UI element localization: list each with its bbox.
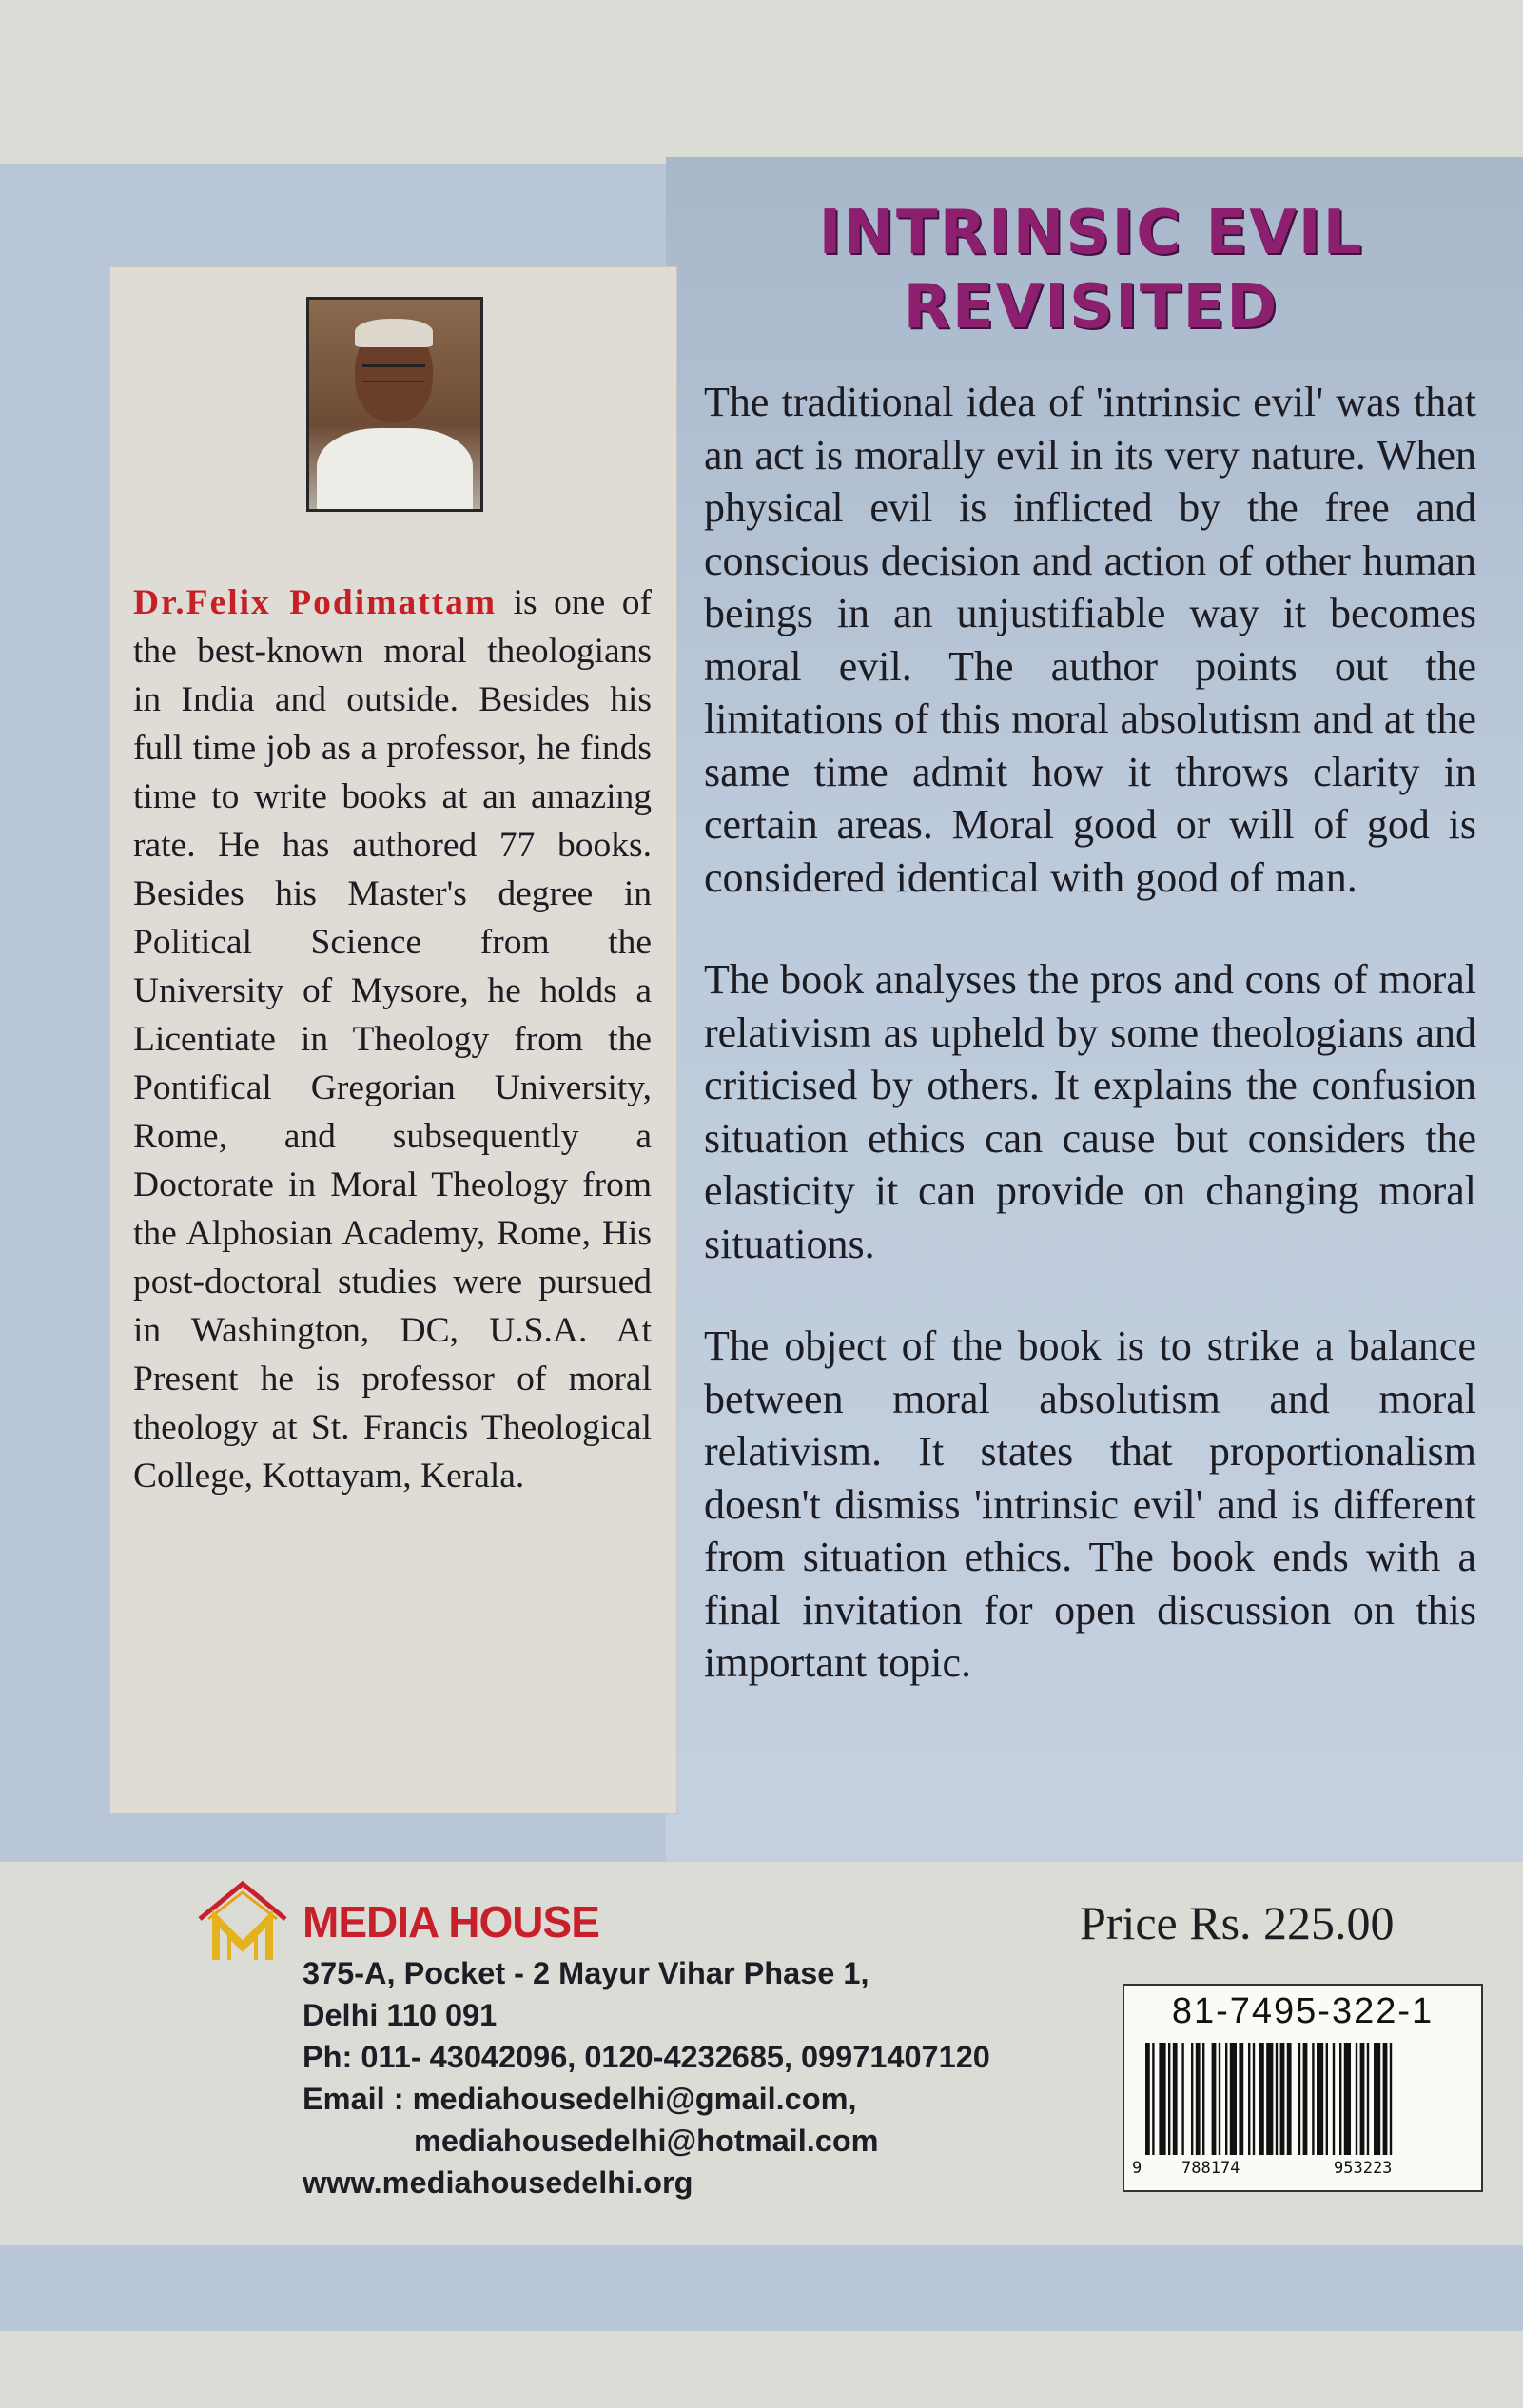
- publisher-contact: [303, 1952, 990, 2203]
- barcode-icon: [1145, 2043, 1464, 2155]
- book-title: [687, 196, 1495, 344]
- isbn-number: 81-7495-322-1: [1171, 1991, 1435, 2031]
- barcode-box: [1123, 1984, 1483, 2192]
- publisher-email-1: Email : mediahousedelhi@gmail.com,: [303, 2082, 857, 2116]
- book-blurb: [704, 376, 1476, 1739]
- book-title-line2: REVISITED: [903, 272, 1279, 343]
- blurb-paragraph-3: The object of the book is to strike a balance between moral absolutism and moral relativism. It states that proportionalism doesn't dismiss 'intrinsic evil' and is different from situation ethics. The book ends with a final invitation for open discussion on this important topic.: [704, 1322, 1476, 1686]
- author-photo: [306, 297, 483, 512]
- book-title-line1: INTRINSIC EVIL: [818, 198, 1364, 268]
- barcode-digit-group1: 788174: [1181, 2159, 1240, 2178]
- publisher-address-line1: 375-A, Pocket - 2 Mayur Vihar Phase 1,: [303, 1956, 869, 1990]
- publisher-name: MEDIA HOUSE: [303, 1897, 599, 1947]
- author-bio-text: is one of the best-known moral theologians in India and outside. Besides his full time job as a professor, he finds time to write books at an amazing rate. He has authored 77 books. Besides his Master's degree in Political Science from the University of Mysore, he holds a Licentiate in Theology from the Pontifical Gregorian University, Rome, and subsequently a Doctorate in Moral Theology from the Alphosian Academy, Rome, His post-doctoral studies were pursued in Washington, DC, U.S.A. At Present he is professor of moral theology at St. Francis Theological College, Kottayam, Kerala.: [133, 583, 652, 1496]
- publisher-phone: Ph: 011- 43042096, 0120-4232685, 09971407120: [303, 2040, 990, 2074]
- publisher-logo-icon: [195, 1879, 290, 1965]
- blurb-paragraph-2: The book analyses the pros and cons of moral relativism as upheld by some theologians and criticised by others. It explains the confusion situation ethics can cause but considers the elasticity it can provide on changing moral situations.: [704, 956, 1476, 1267]
- blurb-paragraph-1: The traditional idea of 'intrinsic evil' was that an act is morally evil in its very nature. When physical evil is inflicted by the free and conscious decision and action of other human beings in an unjustifiable way it becomes moral evil. The author points out the limitations of this moral absolutism and at the same time admit how it throws clarity in certain areas. Moral good or will of god is considered identical with good of man.: [704, 379, 1476, 901]
- publisher-email-2: mediahousedelhi@hotmail.com: [414, 2124, 879, 2158]
- barcode-digit-group2: 953223: [1334, 2159, 1393, 2178]
- publisher-address-line2: Delhi 110 091: [303, 1998, 498, 2032]
- bottom-blue-band: [0, 2245, 1523, 2331]
- publisher-website: www.mediahousedelhi.org: [303, 2165, 693, 2200]
- price-label: Price Rs. 225.00: [1080, 1896, 1395, 1949]
- author-bio: [133, 578, 652, 1500]
- barcode-digit-lead: 9: [1132, 2159, 1142, 2178]
- author-name: Dr.Felix Podimattam: [133, 583, 498, 622]
